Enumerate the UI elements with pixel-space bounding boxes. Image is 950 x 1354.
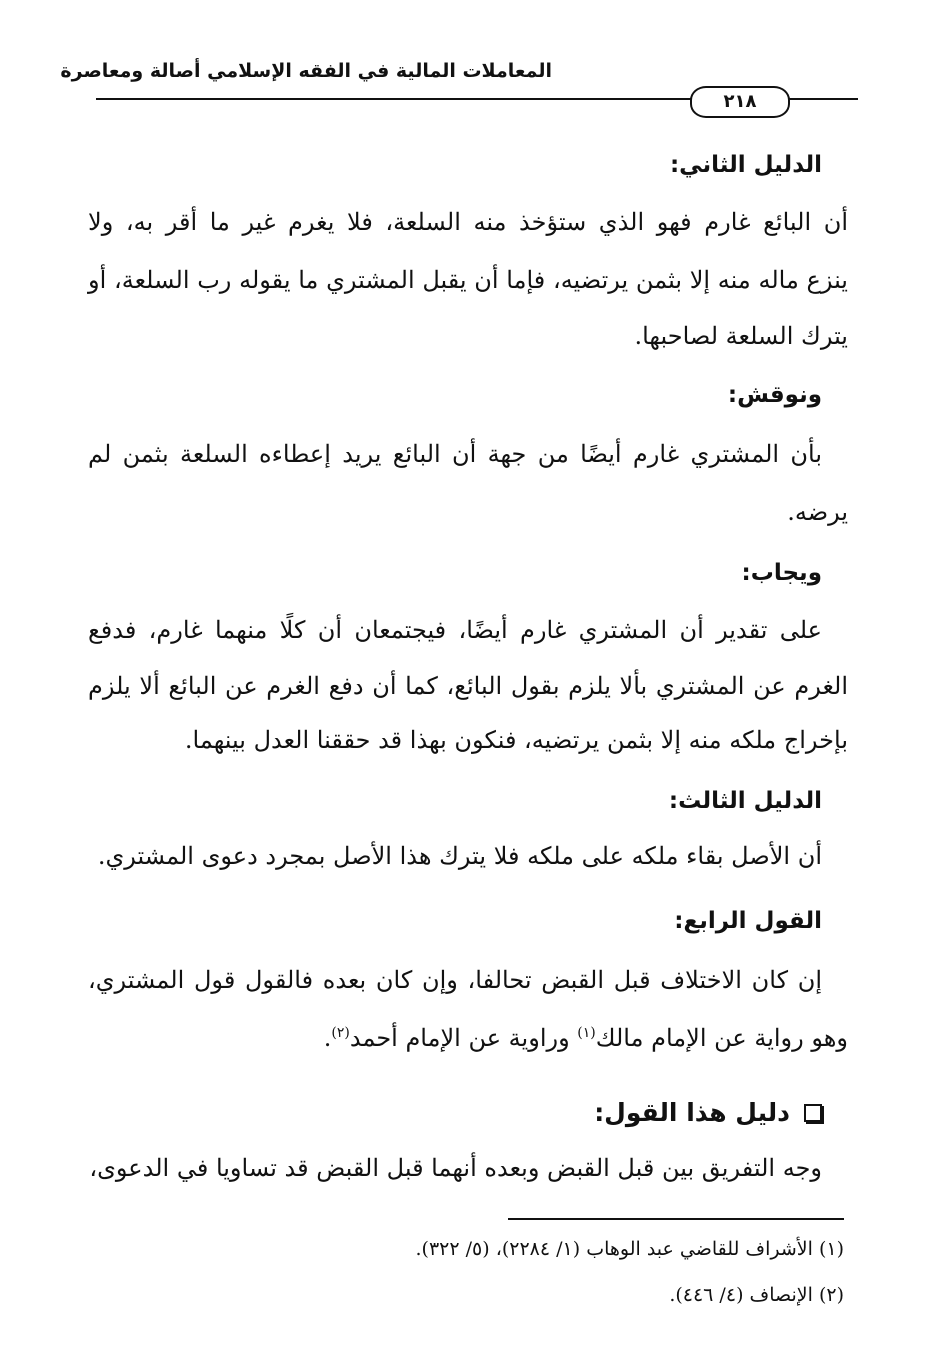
paragraph-line: وجه التفريق بين قبل القبض وبعده أنهما قبل القبض قد تساويا في الدعوى، bbox=[89, 1154, 822, 1182]
paragraph-line: على تقدير أن المشتري غارم أيضًا، فيجتمعان أن كلًا منهما غارم، فدفع bbox=[88, 616, 822, 644]
paragraph-line: الغرم عن المشتري بألا يلزم بقول البائع، كما أن دفع الغرم عن البائع ألا يلزم bbox=[88, 672, 848, 700]
heading-answered: ويجاب: bbox=[741, 560, 822, 586]
paragraph-line: أن البائع غارم فهو الذي ستؤخذ منه السلعة، فلا يغرم غير ما أقر به، ولا bbox=[88, 208, 848, 236]
footnote-marker: (٢) bbox=[818, 1284, 844, 1306]
footnote bbox=[669, 1284, 844, 1306]
paragraph-line: بإخراج ملكه منه إلا بثمن يرتضيه، فنكون بهذا قد حققنا العدل بينهما. bbox=[184, 726, 848, 754]
footnote-marker: (١) bbox=[818, 1238, 844, 1260]
footnote-rule bbox=[508, 1218, 844, 1220]
footnote-reference[interactable]: (١) bbox=[577, 1025, 596, 1041]
section-heading-text: دليل هذا القول: bbox=[594, 1098, 790, 1127]
heading-third-evidence: الدليل الثالث: bbox=[668, 788, 822, 814]
footnote bbox=[416, 1238, 845, 1260]
heading-fourth-opinion: القول الرابع: bbox=[674, 908, 822, 934]
paragraph-line: إن كان الاختلاف قبل القبض تحالفا، وإن كان بعده فالقول قول المشتري، bbox=[88, 966, 822, 994]
text-run: وراوية عن الإمام أحمد bbox=[349, 1024, 578, 1052]
page-number: ٢١٨ bbox=[690, 86, 790, 118]
paragraph-line: بأن المشتري غارم أيضًا من جهة أن البائع يريد إعطاءه السلعة بثمن لم bbox=[88, 440, 822, 468]
heading-discussed: ونوقش: bbox=[727, 382, 822, 408]
heading-second-evidence: الدليل الثاني: bbox=[669, 152, 822, 178]
paragraph-line: ينزع ماله منه إلا بثمن يرتضيه، فإما أن يقبل المشتري ما يقوله رب السلعة، أو bbox=[88, 266, 848, 294]
text-run: وهو رواية عن الإمام مالك bbox=[595, 1024, 848, 1052]
square-bullet-icon bbox=[804, 1104, 822, 1122]
paragraph-line-with-footnotes bbox=[324, 1024, 848, 1052]
footnote-text: الإنصاف (٤/ ٤٤٦). bbox=[669, 1284, 813, 1306]
footnote-reference[interactable]: (٢) bbox=[331, 1025, 350, 1041]
footnote-text: الأشراف للقاضي عبد الوهاب (١/ ٢٢٨٤)، (٥/ ٣٢٢). bbox=[415, 1238, 813, 1260]
paragraph-line: يرضه. bbox=[787, 498, 848, 526]
paragraph-line: يترك السلعة لصاحبها. bbox=[634, 322, 848, 350]
text-run: . bbox=[323, 1024, 332, 1052]
section-heading bbox=[594, 1098, 822, 1127]
paragraph-line: أن الأصل بقاء ملكه على ملكه فلا يترك هذا الأصل بمجرد دعوى المشتري. bbox=[97, 842, 822, 870]
running-title: المعاملات المالية في الفقه الإسلامي أصالة ومعاصرة bbox=[60, 60, 552, 82]
